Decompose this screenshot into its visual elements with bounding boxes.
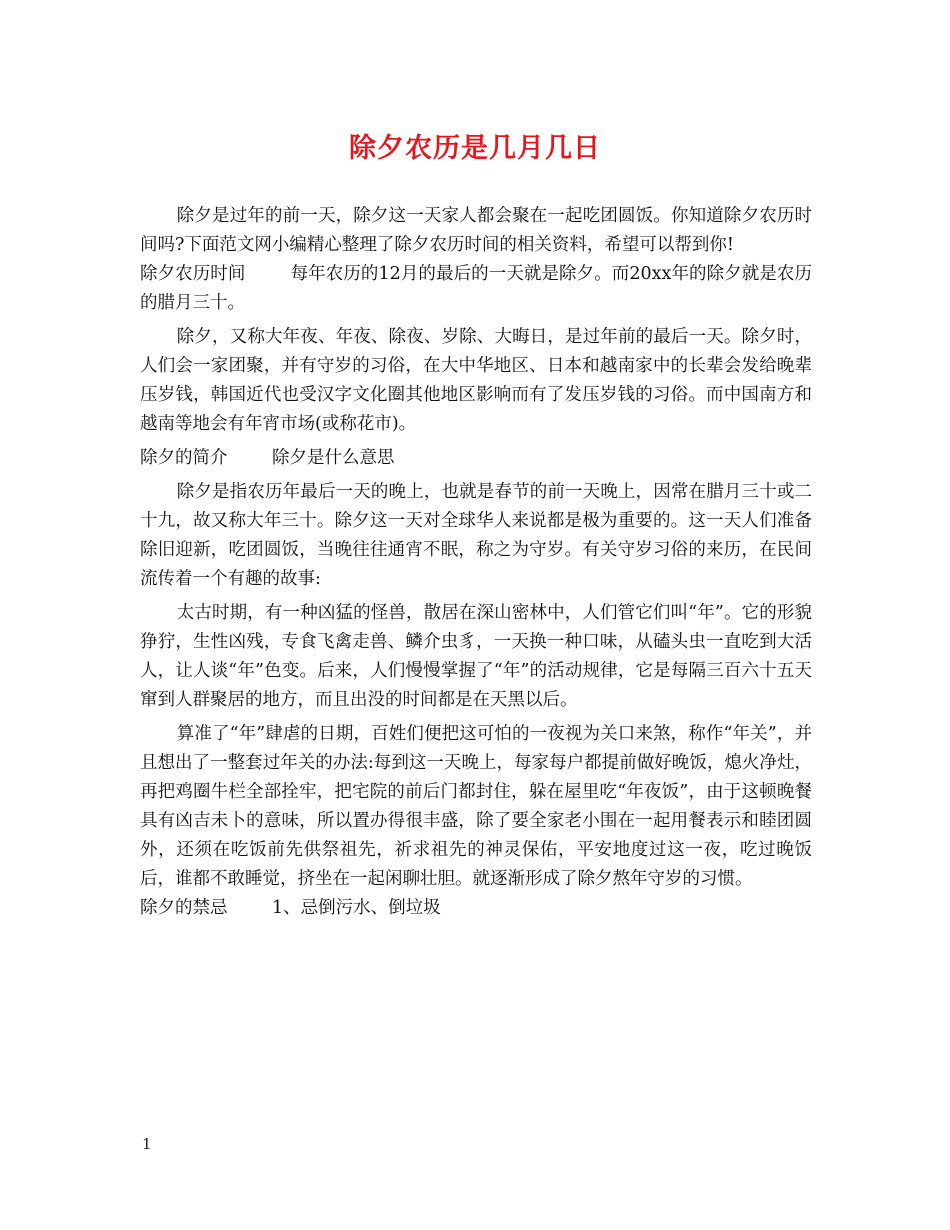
heading-intro: 除夕的简介 bbox=[140, 448, 228, 468]
heading-intro-row bbox=[140, 444, 812, 473]
paragraph-chuxi-definition: 除夕，又称大年夜、年夜、除夜、岁除、大晦日，是过年前的最后一天。除夕时，人们会一家团聚，并有守岁的习俗，在大中华地区、日本和越南家中的长辈会发给晚辈压岁钱，韩国近代也受汉字文化圈其他地区影响而有了发压岁钱的习俗。而中国南方和越南等地会有年宵市场(或称花市)。 bbox=[140, 327, 812, 434]
page-number: 1 bbox=[142, 1135, 152, 1153]
heading-lunar-time: 除夕农历时间 bbox=[140, 264, 246, 284]
document-body bbox=[140, 202, 812, 923]
taboo-item-1: 1、忌倒污水、倒垃圾 bbox=[272, 898, 441, 918]
paragraph-legend: 太古时期，有一种凶猛的怪兽，散居在深山密林中，人们管它们叫“年”。它的形貌狰狞，生性凶残，专食飞禽走兽、鳞介虫豸，一天换一种口味，从磕头虫一直吃到大活人，让人谈“年”色变。后来，人们慢慢掌握了“年”的活动规律，它是每隔三百六十五天窜到人群聚居的地方，而且出没的时间都是在天黑以后。 bbox=[140, 603, 812, 710]
heading-meaning: 除夕是什么意思 bbox=[272, 448, 395, 468]
heading-taboo-row bbox=[140, 894, 812, 923]
paragraph-meaning: 除夕是指农历年最后一天的晚上，也就是春节的前一天晚上，因常在腊月三十或二十九，故又称大年三十。除夕这一天对全球华人来说都是极为重要的。这一天人们准备除旧迎新，吃团圆饭，当晚往往通宵不眠，称之为守岁。有关守岁习俗的来历，在民间流传着一个有趣的故事: bbox=[140, 482, 812, 589]
paragraph-nian-guan: 算准了“年”肆虐的日期，百姓们便把这可怕的一夜视为关口来煞，称作“年关”，并且想出了一整套过年关的办法:每到这一天晚上，每家每户都提前做好晚饭，熄火净灶，再把鸡圈牛栏全部拴牢，把宅院的前后门都封住，躲在屋里吃“年夜饭”，由于这顿晚餐具有凶吉未卜的意味，所以置办得很丰盛，除了要全家老小围在一起用餐表示和睦团圆外，还须在吃饭前先供祭祖先，祈求祖先的神灵保佑，平安地度过这一夜，吃过晚饭后，谁都不敢睡觉，挤坐在一起闲聊壮胆。就逐渐形成了除夕熬年守岁的习惯。 bbox=[140, 724, 812, 889]
paragraph-intro: 除夕是过年的前一天，除夕这一天家人都会聚在一起吃团圆饭。你知道除夕农历时间吗?下面范文网小编精心整理了除夕农历时间的相关资料，希望可以帮到你! bbox=[140, 206, 812, 255]
paragraph-lunar-time-text: 每年农历的12月的最后的一天就是除夕。而20xx年的除夕就是农历的腊月三十。 bbox=[140, 264, 812, 313]
heading-taboo: 除夕的禁忌 bbox=[140, 898, 228, 918]
paragraph-lunar-time bbox=[140, 260, 812, 318]
document-title: 除夕农历是几月几日 bbox=[349, 133, 601, 164]
